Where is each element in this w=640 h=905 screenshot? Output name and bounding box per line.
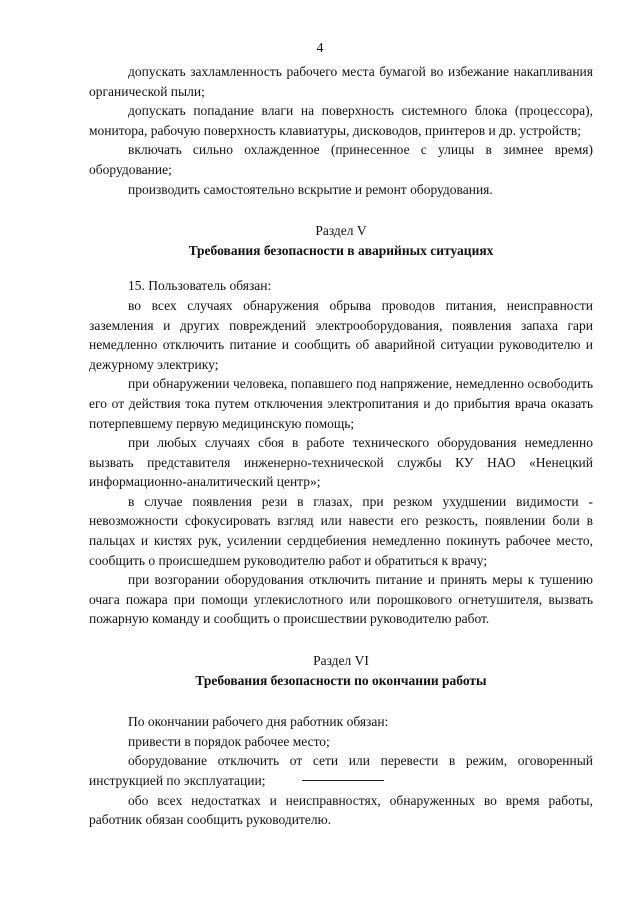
paragraph: обо всех недостатках и неисправностях, обнаруженных во время работы, работник обязан сообщить руководителю. [89, 792, 593, 828]
paragraph: в случае появления рези в глазах, при резком ухудшении видимости - невозможности сфокусировать взгляд или навести его резкость, появлении боли в пальцах и кистях рук, усилении сердцебиения немедленно покинуть рабочее место, сообщить о происшедшем руководителю работ и обратиться к врачу; [89, 493, 593, 568]
section-5 [89, 221, 593, 629]
section-5-label: Раздел V [315, 223, 367, 239]
section-6 [89, 651, 593, 830]
section-6-label: Раздел VI [313, 653, 369, 669]
paragraph: при обнаружении человека, попавшего под напряжение, немедленно освободить его от действия тока путем отключения электропитания и до прибытия врача оказать потерпевшему первую медицинскую помощь; [89, 376, 593, 431]
paragraph: при возгорании оборудования отключить питание и принять меры к тушению очага пожара при помощи углекислотного или порошкового огнетушителя, вызвать пожарную команду и сообщить о происшествии руководителю работ. [89, 572, 593, 627]
footer-divider [302, 780, 384, 781]
paragraph: допускать захламленность рабочего места бумагой во избежание накапливания органической пыли; [89, 64, 593, 99]
paragraph: включать сильно охлажденное (принесенное с улицы в зимнее время) оборудование; [89, 142, 593, 177]
paragraph: 15. Пользователь обязан: [128, 278, 272, 294]
intro-list [89, 62, 593, 199]
paragraph: привести в порядок рабочее место; [128, 733, 330, 749]
paragraph: при любых случаях сбоя в работе технического оборудования немедленно вызвать представителя инженерно-технической службы КУ НАО «Ненецкий информационно-аналитический центр»; [89, 435, 593, 490]
section-6-title: Требования безопасности по окончании работы [195, 672, 487, 688]
paragraph: допускать попадание влаги на поверхность системного блока (процессора), монитора, рабочую поверхность клавиатуры, дисководов, принтеров и др. устройств; [89, 103, 593, 138]
paragraph: во всех случаях обнаружения обрыва проводов питания, неисправности заземления и других повреждений электрооборудования, появления запаха гари немедленно отключить питание и сообщить об аварийной ситуации руководителю и дежурному электрику; [89, 297, 593, 372]
page-number: 4 [316, 40, 324, 55]
paragraph: По окончании рабочего дня работник обязан: [128, 714, 389, 730]
section-5-title: Требования безопасности в аварийных ситуациях [188, 242, 494, 258]
paragraph: оборудование отключить от сети или перевести в режим, оговоренный инструкцией по эксплуатации; [89, 753, 593, 788]
paragraph: производить самостоятельно вскрытие и ремонт оборудования. [128, 181, 493, 197]
page-content [89, 62, 593, 830]
